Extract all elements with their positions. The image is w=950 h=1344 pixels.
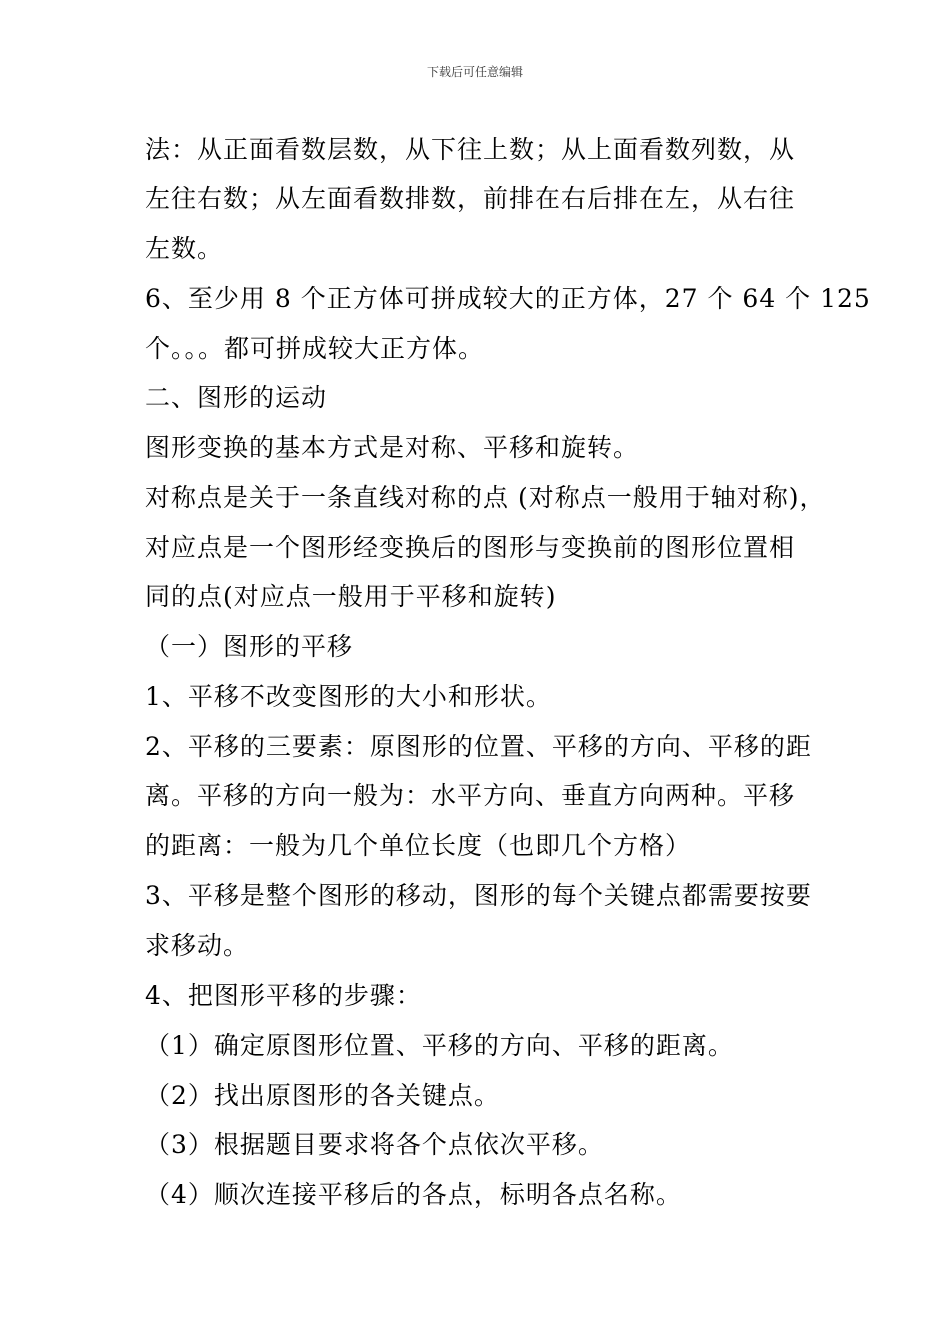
text-line: 离。平移的方向一般为：水平方向、垂直方向两种。平移 (145, 781, 796, 810)
page-header: 下载后可任意编辑 (426, 65, 523, 79)
text-line: 1、平移不改变图形的大小和形状。 (145, 682, 552, 711)
text-line: （2）找出原图形的各关键点。 (145, 1081, 500, 1110)
text-line: 2、平移的三要素：原图形的位置、平移的方向、平移的距 (145, 732, 812, 761)
text-line: 左数。 (145, 234, 224, 263)
text-line: 4、把图形平移的步骤： (145, 981, 422, 1010)
text-line: （一）图形的平移 (145, 632, 354, 661)
text-line: 图形变换的基本方式是对称、平移和旋转。 (145, 433, 640, 462)
text-line: 个。。。都可拼成较大正方体。 (145, 334, 485, 363)
text-line: （1）确定原图形位置、平移的方向、平移的距离。 (145, 1031, 734, 1060)
text-line: 同的点(对应点一般用于平移和旋转) (145, 582, 557, 611)
text-line: 二、图形的运动 (145, 383, 328, 412)
text-line: 左往右数；从左面看数排数，前排在右后排在左，从右往 (145, 184, 796, 213)
text-line: 求移动。 (145, 931, 250, 960)
text-line: 对称点是关于一条直线对称的点 (对称点一般用于轴对称)， (145, 483, 826, 512)
text-line: （4）顺次连接平移后的各点，标明各点名称。 (145, 1180, 682, 1209)
text-line: 法：从正面看数层数，从下往上数；从上面看数列数，从 (145, 135, 796, 164)
text-line: 3、平移是整个图形的移动，图形的每个关键点都需要按要 (145, 881, 812, 910)
text-line: （3）根据题目要求将各个点依次平移。 (145, 1130, 604, 1159)
text-line: 的距离：一般为几个单位长度（也即几个方格） (145, 831, 692, 860)
text-line: 6、至少用 8 个正方体可拼成较大的正方体，27 个 64 个 125 (145, 284, 871, 313)
text-line: 对应点是一个图形经变换后的图形与变换前的图形位置相 (145, 533, 796, 562)
